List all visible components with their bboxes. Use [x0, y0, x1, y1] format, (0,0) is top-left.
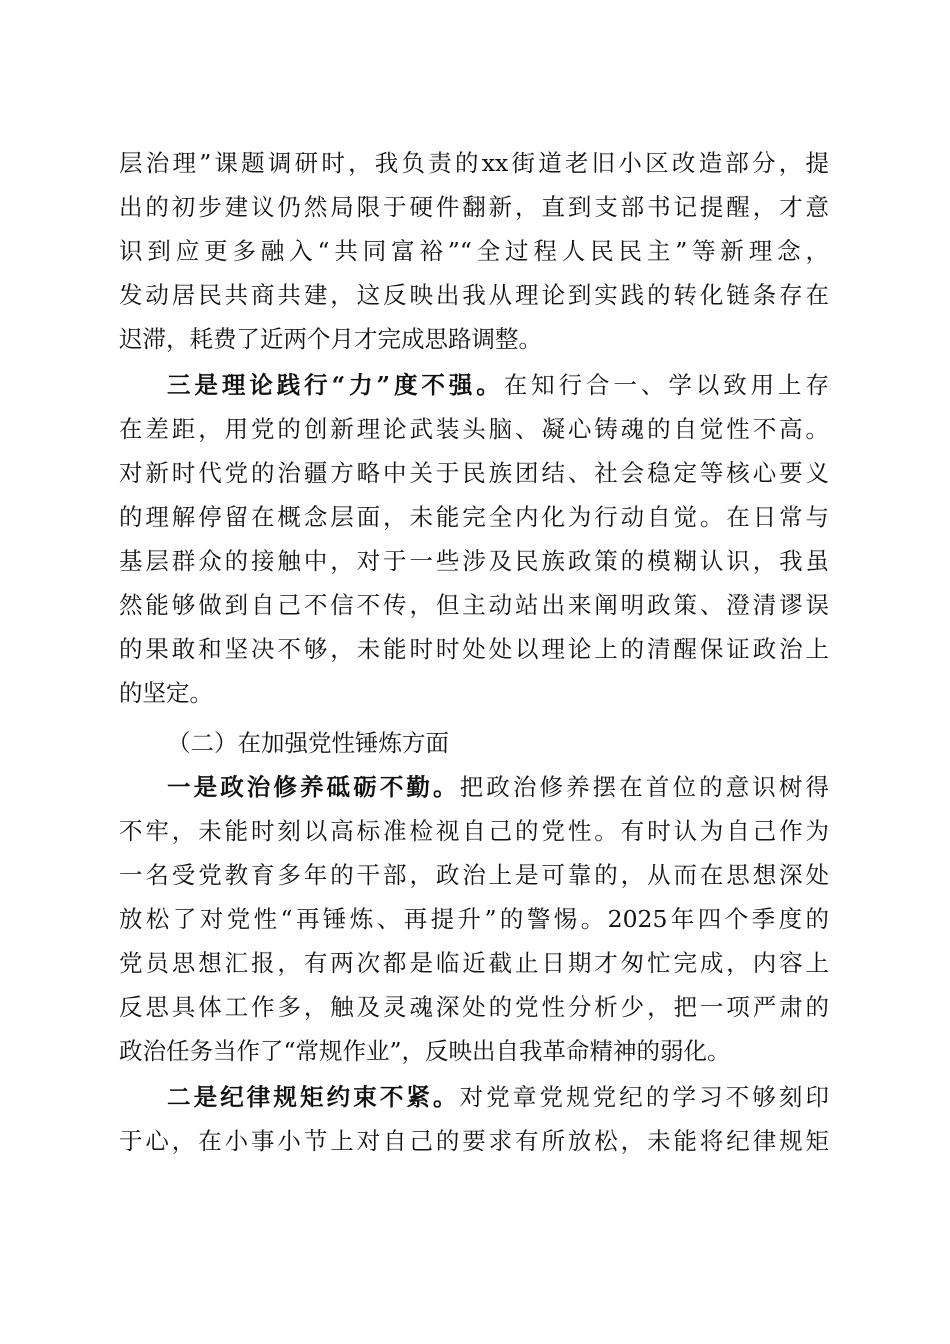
text-line: 于心，在小事小节上对自己的要求有所放松，未能将纪律规矩: [119, 1127, 829, 1155]
text-line: 不牢，未能时刻以高标准检视自己的党性。有时认为自己作为: [119, 817, 829, 845]
text-line: 反思具体工作多，触及灵魂深处的党性分析少，把一项严肃的: [119, 993, 829, 1021]
text-line: 迟滞，耗费了近两个月才完成思路调整。: [119, 325, 542, 353]
paragraph-first-line: [167, 1075, 829, 1119]
paragraph-first-line: [167, 363, 829, 407]
paragraph-text: 对党章党规党纪的学习不够刻印: [459, 1083, 829, 1111]
paragraph-text: 在知行合一、学以致用上存: [503, 371, 829, 399]
text-line: 政治任务当作了“常规作业”，反映出自我革命精神的弱化。: [119, 1037, 731, 1065]
paragraph-first-line: [167, 765, 829, 809]
paragraph-lead-heading: 二是纪律规矩约束不紧。: [167, 1083, 460, 1111]
paragraph-lead-heading: 一是政治修养砥砺不勤。: [167, 773, 460, 801]
text-line: 对新时代党的治疆方略中关于民族团结、社会稳定等核心要义: [119, 459, 829, 487]
text-line: 发动居民共商共建，这反映出我从理论到实践的转化链条存在: [119, 281, 829, 309]
text-line: 基层群众的接触中，对于一些涉及民族政策的模糊认识，我虽: [119, 547, 829, 575]
text-line: 层治理”课题调研时，我负责的xx街道老旧小区改造部分，提: [119, 149, 829, 177]
text-line: 一名受党教育多年的干部，政治上是可靠的，从而在思想深处: [119, 861, 829, 889]
paragraph-text: 把政治修养摆在首位的意识树得: [459, 773, 829, 801]
text-line: 放松了对党性“再锤炼、再提升”的警惕。2025年四个季度的: [119, 905, 829, 933]
text-line: 党员思想汇报，有两次都是临近截止日期才匆忙完成，内容上: [119, 949, 829, 977]
section-heading: （二）在加强党性锤炼方面: [167, 729, 449, 757]
text-line: 的理解停留在概念层面，未能完全内化为行动自觉。在日常与: [119, 503, 829, 531]
text-line: 识到应更多融入“共同富裕”“全过程人民民主”等新理念，: [119, 237, 829, 265]
paragraph-lead-heading: 三是理论践行“力”度不强。: [167, 371, 504, 399]
text-line: 的果敢和坚决不够，未能时时处处以理论上的清醒保证政治上: [119, 635, 829, 663]
text-line: 的坚定。: [119, 679, 213, 707]
text-line: 出的初步建议仍然局限于硬件翻新，直到支部书记提醒，才意: [119, 193, 829, 221]
text-line: 在差距，用党的创新理论武装头脑、凝心铸魂的自觉性不高。: [119, 415, 829, 443]
text-line: 然能够做到自己不信不传，但主动站出来阐明政策、澄清谬误: [119, 591, 829, 619]
